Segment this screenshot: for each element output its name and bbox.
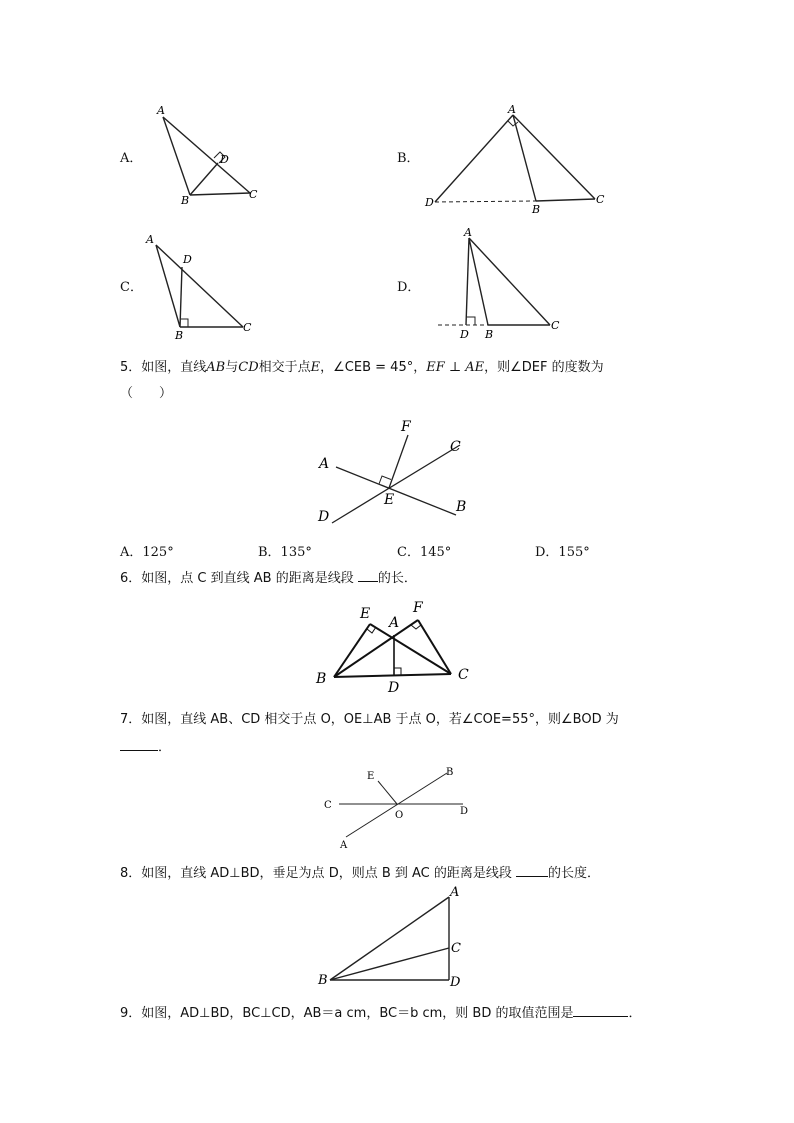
q5-number: 5． [120,360,142,375]
q8-stem [120,862,600,881]
label-a: A [157,104,165,117]
q5-choice-b: B．135° [258,545,312,560]
label-a: A [319,456,330,472]
label-e: E [360,606,371,622]
q5-condition-1: ，∠CEB = 45°， [320,360,427,375]
label-c: C [451,941,461,956]
label-b: B [446,767,454,778]
label-c: C [596,193,605,206]
q5-choice-c: C．145° [397,545,452,560]
label-a: A [340,840,348,851]
label-a: A [389,615,400,631]
segment-bc [334,674,451,677]
label-c: C [458,667,469,683]
q5-choice-a: A．125° [120,545,174,560]
option-c-letter: C． [120,280,143,295]
q5-text-d: ，则∠DEF 的度数为 [484,360,604,375]
q9-stem [120,1002,642,1021]
side-bc [536,199,595,201]
label-f: F [413,600,423,616]
right-angle-mark [379,476,391,484]
label-o: O [395,810,404,821]
q5-condition-2: EF ⊥ AE [426,360,485,375]
label-c: C [249,188,258,201]
label-b: B [532,203,541,216]
option-d-letter: D． [397,280,421,295]
q5-choice-d: D．155° [535,545,590,560]
q8-text-b: 的长度． [548,866,601,881]
q5-diagram [310,415,480,530]
label-b: B [181,194,190,207]
label-d: D [460,806,469,817]
ray-oe [378,781,397,804]
label-c: C [551,319,560,332]
label-a: A [450,885,460,900]
side-ac [469,238,550,325]
right-angle-mark [467,317,475,325]
line-ab [346,773,447,837]
label-b: B [456,499,467,515]
segment-fc [418,620,451,674]
segment-bd [180,267,182,327]
q7-diagram [320,762,475,852]
label-e: E [367,771,375,782]
q7-stem: 7．如图，直线 AB、CD 相交于点 O，OE⊥AB 于点 O，若∠COE=55°，则∠BOD 为 [120,712,619,727]
side-ab [469,238,488,325]
label-f: F [401,419,411,435]
label-a: A [146,233,154,246]
side-bc [190,193,250,195]
right-angle-mark [181,319,188,327]
label-b: B [175,329,184,342]
side-ad [435,115,513,202]
option-d-diagram [430,220,580,345]
q5-stem [120,356,604,375]
q8-text-a: 8．如图，直线 AD⊥BD，垂足为点 D，则点 B 到 AC 的距离是线段 [120,866,512,881]
q9-text-a: 9．如图，AD⊥BD，BC⊥CD，AB＝a cm，BC＝b cm，则 BD 的取值范围是 [120,1006,574,1021]
label-b: B [318,973,328,988]
option-c-diagram [140,225,265,345]
side-ab [156,245,180,327]
segment-ec [370,624,451,674]
right-angle-mark-f [411,625,421,629]
label-a: A [464,226,472,239]
q6-text-b: 的长． [377,571,417,586]
label-d: D [460,328,469,341]
label-d: D [220,153,229,166]
q9-answer-blank[interactable] [573,1004,628,1017]
q8-answer-blank[interactable] [516,864,548,877]
right-angle-mark [508,121,518,126]
segment-be [334,624,370,677]
q6-text-a: 6．如图，点 C 到直线 AB 的距离是线段 [120,571,354,586]
side-ab [513,115,536,201]
q5-cd: CD [238,360,259,375]
label-c: C [324,800,332,811]
label-d: D [388,680,400,695]
q5-text-b: 与 [225,360,239,375]
side-ac [156,245,243,327]
label-d: D [425,196,434,209]
q7-answer-blank[interactable] [120,738,158,751]
label-b: B [316,671,327,687]
label-a: A [508,103,516,116]
label-c: C [243,321,252,334]
label-d: D [450,975,461,990]
label-b: B [485,328,494,341]
segment-bc [330,948,449,980]
q5-ab: AB [206,360,226,375]
right-angle-mark-d [394,668,401,675]
option-a-letter: A． [120,151,143,166]
q6-diagram [305,595,490,695]
label-d: D [318,509,330,525]
altitude-bd [190,163,218,195]
option-b-letter: B． [397,151,420,166]
side-ac [513,115,595,199]
altitude-ad [466,238,469,325]
line-cd [332,445,460,523]
q5-text-a: 如图，直线 [141,360,207,375]
q7-answer-line [120,736,171,755]
label-e: E [384,492,395,508]
label-d: D [183,253,192,266]
line-ab [336,467,456,515]
q5-answer-paren: （ ） [120,386,173,401]
segment-ba [330,897,449,980]
option-a-diagram [150,95,270,210]
q6-answer-blank[interactable] [358,569,378,582]
label-c: C [450,439,461,455]
q6-stem [120,567,417,586]
ray-ef [389,435,408,488]
q5-e: E [310,360,321,375]
q9-text-b: ． [628,1006,642,1021]
q5-text-c: 相交于点 [258,360,311,375]
option-b-diagram [420,95,620,220]
q7-tail: ． [158,740,172,755]
dashed-line-db [435,201,536,202]
q8-diagram [312,880,472,992]
